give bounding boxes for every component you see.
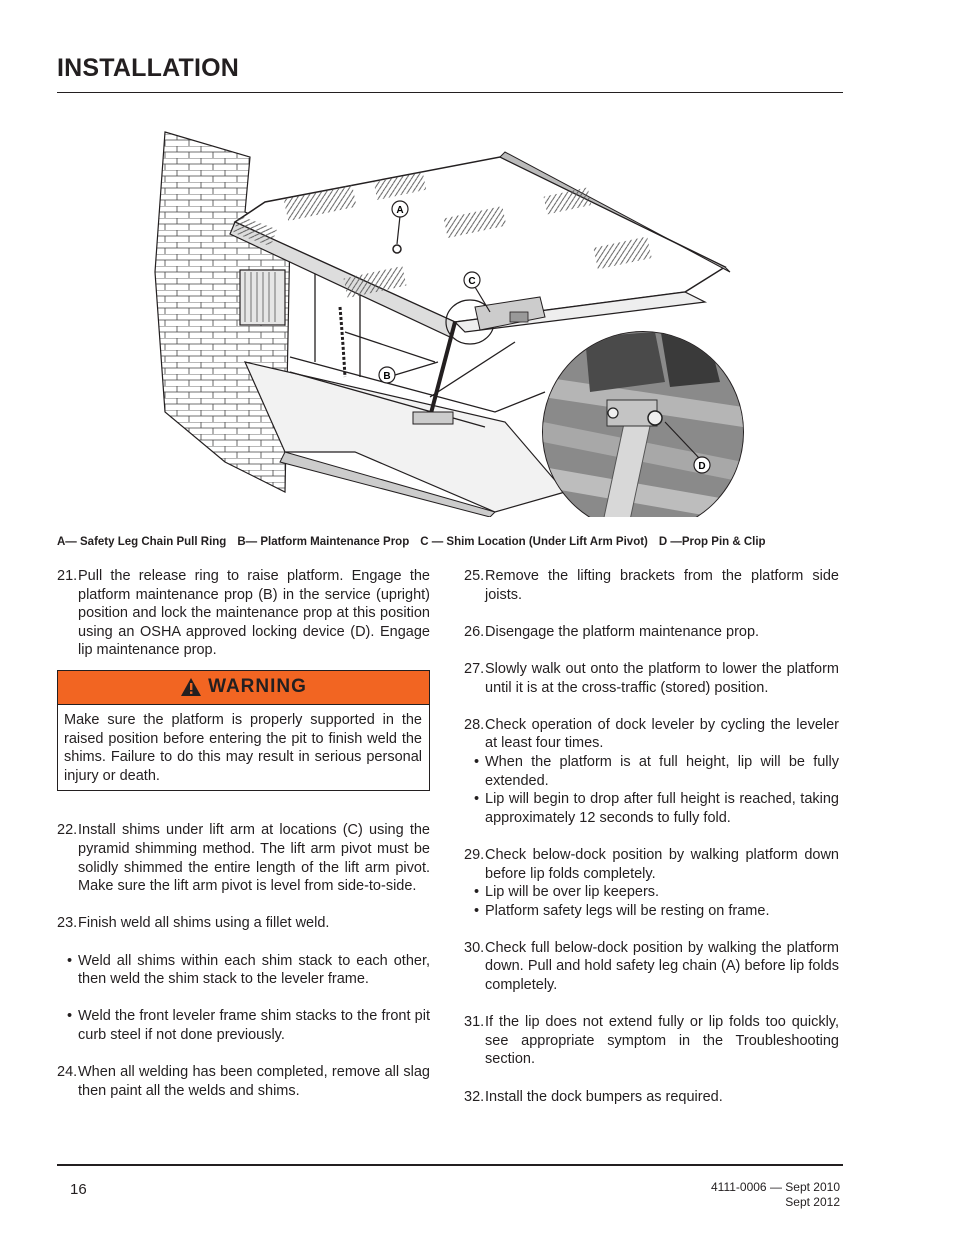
step-text: Install shims under lift arm at locations (C) using the pyramid shimming method. The lift arm pivot must be solidly shimmed the entire length of the lift arm pivot. Make sure the lift arm pivot is level from side-to-side. — [78, 822, 430, 895]
bullet-text: Lip will be over lip keepers. — [485, 884, 660, 901]
list-item — [464, 790, 839, 827]
page-number: 16 — [70, 1181, 87, 1198]
step-21 — [57, 567, 430, 660]
callout-a — [392, 201, 408, 217]
svg-text:B: B — [383, 371, 391, 382]
step-number: 26. — [464, 623, 485, 640]
bullet-icon: • — [67, 952, 73, 969]
figure-caption — [57, 536, 843, 548]
caption-a: A— Safety Leg Chain Pull Ring — [57, 536, 227, 548]
step-number: 27. — [464, 660, 485, 677]
bullet-icon: • — [474, 884, 480, 901]
list-item — [57, 1007, 430, 1044]
step-24 — [57, 1063, 430, 1100]
step-number: 30. — [464, 939, 485, 956]
step-32 — [464, 1088, 839, 1107]
step-number: 22. — [57, 822, 78, 839]
bullet-icon: • — [474, 753, 480, 770]
step-30 — [464, 939, 839, 995]
svg-text:A: A — [396, 205, 404, 216]
step-23 — [57, 914, 430, 933]
doc-ref-line-1: 4111-0006 — Sept 2010 — [711, 1180, 840, 1194]
bullet-text: Weld all shims within each shim stack to each other, then weld the shim stack to the leveler frame. — [78, 952, 430, 988]
step-number: 29. — [464, 846, 485, 863]
callout-b — [379, 367, 395, 383]
bullet-text: Lip will begin to drop after full height is reached, taking approximately 12 seconds to fully fold. — [485, 791, 839, 826]
callout-d — [694, 457, 710, 473]
step-number: 28. — [464, 716, 485, 733]
step-31 — [464, 1013, 839, 1069]
step-text: Slowly walk out onto the platform to lower the platform until it is at the cross-traffic (stored) position. — [485, 660, 839, 696]
step-28 — [464, 716, 839, 753]
step-25 — [464, 567, 839, 604]
safety-leg-chain — [340, 307, 345, 377]
list-item — [57, 952, 430, 989]
step-29 — [464, 846, 839, 883]
warning-triangle-icon — [180, 677, 202, 697]
svg-text:C: C — [468, 276, 476, 287]
caption-b: B— Platform Maintenance Prop — [237, 536, 410, 548]
step-text: Finish weld all shims using a fillet weld. — [78, 915, 330, 932]
warning-text: Make sure the platform is properly supported in the raised position before entering the pit to finish weld the shims. Failure to do this may result in serious personal injury or death. — [64, 711, 422, 784]
step-number: 32. — [464, 1088, 485, 1105]
step-text: Pull the release ring to raise platform. Engage the platform maintenance prop (B) in the service (upright) position and lock the maintenance prop at this position using an OSHA approved locking device (D). Engage lip maintenance prop. — [78, 568, 430, 659]
step-number: 31. — [464, 1014, 485, 1031]
list-item — [464, 902, 839, 921]
step-text: Remove the lifting brackets from the platform side joists. — [485, 568, 839, 603]
bullet-text: Weld the front leveler frame shim stacks to the front pit curb steel if not done previously. — [78, 1008, 430, 1043]
pit-ground — [245, 362, 565, 517]
step-text: If the lip does not extend fully or lip folds too quickly, see appropriate symptom in the Troubleshooting section. — [485, 1014, 839, 1068]
caption-c: C — Shim Location (Under Lift Arm Pivot) — [420, 536, 648, 548]
step-22 — [57, 821, 430, 895]
document-reference — [711, 1180, 840, 1210]
doc-ref-line-2: Sept 2012 — [785, 1195, 840, 1209]
list-item — [464, 753, 839, 790]
bullet-icon: • — [67, 1008, 73, 1025]
bullet-icon: • — [474, 902, 480, 919]
caption-d: D —Prop Pin & Clip — [658, 536, 766, 548]
warning-header — [58, 671, 429, 705]
footer-rule — [57, 1164, 843, 1166]
warning-box — [57, 670, 430, 791]
dock-leveler-illustration — [145, 122, 745, 517]
step-text: When all welding has been completed, remove all slag then paint all the welds and shims. — [78, 1064, 430, 1099]
step-text: Install the dock bumpers as required. — [485, 1088, 723, 1105]
bullet-icon: • — [474, 791, 480, 808]
pull-ring — [393, 245, 401, 253]
callout-c — [464, 272, 480, 288]
step-number: 24. — [57, 1064, 78, 1081]
step-text: Check below-dock position by walking platform down before lip folds completely. — [485, 846, 839, 882]
step-text: Check operation of dock leveler by cycling the leveler at least four times. — [485, 716, 839, 752]
bullet-text: When the platform is at full height, lip will be fully extended. — [485, 753, 839, 789]
page-title: INSTALLATION — [57, 54, 240, 82]
step-27 — [464, 660, 839, 697]
step-number: 23. — [57, 915, 78, 932]
svg-text:D: D — [698, 461, 706, 472]
header-rule — [57, 92, 843, 93]
step-number: 25. — [464, 568, 485, 584]
step-text: Check full below-dock position by walking the platform down. Pull and hold safety leg chain (A) before lip folds completely. — [485, 939, 839, 994]
step-26 — [464, 623, 839, 642]
left-column — [57, 567, 430, 1119]
right-column — [464, 567, 839, 1125]
warning-heading: WARNING — [208, 676, 307, 698]
prop-pin-zoom-inset — [543, 322, 743, 517]
bullet-text: Platform safety legs will be resting on frame. — [485, 902, 770, 919]
list-item — [464, 883, 839, 902]
step-text: Disengage the platform maintenance prop. — [485, 623, 760, 640]
step-number: 21. — [57, 568, 78, 584]
hydraulic-unit — [240, 270, 285, 325]
